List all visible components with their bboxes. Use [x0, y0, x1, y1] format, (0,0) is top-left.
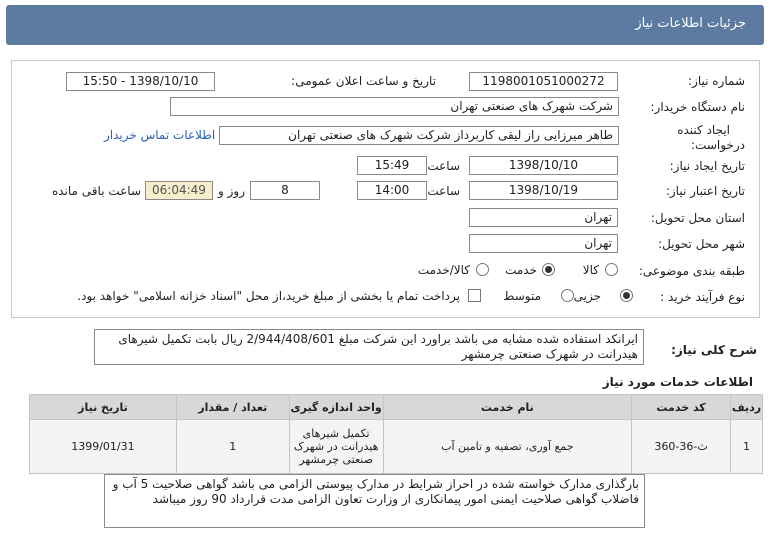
announce-label: تاریخ و ساعت اعلان عمومی:: [291, 74, 436, 88]
created-time-field: 15:49: [357, 156, 427, 175]
category-service-radio[interactable]: [542, 263, 555, 276]
col-quantity: تعداد / مقدار: [176, 395, 289, 420]
buyer-label: نام دستگاه خریدار:: [650, 100, 745, 114]
treasury-checkbox[interactable]: [468, 289, 481, 302]
category-service-label: خدمت: [505, 263, 537, 277]
days-remaining-field: 8: [250, 181, 320, 200]
col-service-code: کد خدمت: [632, 395, 731, 420]
buyer-notes-box: بارگذاری مدارک خواسته شده در احراز شرایط در مدارک پیوستی الزامی می باشد گواهی صلاحیت 5 آب و فاضلاب گواهی صلاحیت ایمنی امور پیمانکاری از وزارت تعاون الزامی مدت قرارداد 90 روز میباشد: [104, 474, 645, 528]
province-field: تهران: [469, 208, 618, 227]
cell-quantity: 1: [176, 420, 289, 474]
page-header: [6, 5, 764, 45]
validity-time-label: ساعت: [427, 184, 460, 198]
table-row: [30, 420, 763, 474]
cell-unit: تکمیل شیرهای هیدرانت در شهرک صنعتی چرمشهر: [289, 420, 383, 474]
process-medium-label: متوسط: [503, 289, 541, 303]
category-goods-radio[interactable]: [605, 263, 618, 276]
creator-label-2: درخواست:: [691, 138, 745, 152]
services-section-title: اطلاعات خدمات مورد نیاز: [602, 375, 753, 389]
days-label: روز و: [218, 184, 245, 198]
announce-field: 1398/10/10 - 15:50: [66, 72, 215, 91]
validity-date-label: تاریخ اعتبار نیاز:: [665, 184, 745, 198]
col-service-name: نام خدمت: [383, 395, 632, 420]
process-minor-radio[interactable]: [620, 289, 633, 302]
creator-label: ایجاد کننده: [677, 123, 730, 137]
validity-date-field: 1398/10/19: [469, 181, 618, 200]
need-number-field: 1198001051000272: [469, 72, 618, 91]
category-goods-service-radio[interactable]: [476, 263, 489, 276]
hours-remaining-field: 06:04:49: [145, 181, 213, 200]
table-header-row: [30, 395, 763, 420]
validity-time-field: 14:00: [357, 181, 427, 200]
cell-row: 1: [731, 420, 763, 474]
need-number-label: شماره نیاز:: [688, 74, 745, 88]
col-row: ردیف: [731, 395, 763, 420]
category-label: طبقه بندی موضوعی:: [638, 264, 745, 278]
category-goods-label: کالا: [582, 263, 599, 277]
created-date-label: تاریخ ایجاد نیاز:: [669, 159, 745, 173]
hours-remaining-label: ساعت باقی مانده: [51, 184, 141, 198]
cell-service-code: ث-36-360: [632, 420, 731, 474]
col-need-date: تاریخ نیاز: [30, 395, 177, 420]
province-label: استان محل تحویل:: [650, 211, 745, 225]
process-minor-label: جزیی: [573, 289, 601, 303]
col-unit: واحد اندازه گیری: [289, 395, 383, 420]
treasury-note: پرداخت تمام یا بخشی از مبلغ خرید،از محل "اسناد خزانه اسلامی" خواهد بود.: [77, 289, 460, 303]
city-field: تهران: [469, 234, 618, 253]
creator-field: طاهر میرزایی راز لیقی کاربرداز شرکت شهرک های صنعتی تهران: [219, 126, 619, 145]
process-medium-radio[interactable]: [561, 289, 574, 302]
created-time-label: ساعت: [427, 159, 460, 173]
city-label: شهر محل تحویل:: [658, 237, 745, 251]
created-date-field: 1398/10/10: [469, 156, 618, 175]
buyer-contact-link[interactable]: اطلاعات تماس خریدار: [104, 128, 216, 142]
cell-need-date: 1399/01/31: [30, 420, 177, 474]
services-table: [29, 394, 763, 474]
page-title: جزئیات اطلاعات نیاز: [635, 16, 746, 31]
process-label: نوع فرآیند خرید :: [660, 290, 745, 304]
description-label: شرح کلی نیاز:: [671, 343, 757, 357]
description-box: ایرانکد استفاده شده مشابه می باشد براورد این شرکت مبلغ 2/944/408/601 ریال بابت تکمیل شیرهای هیدرانت در شهرک صنعتی چرمشهر: [94, 329, 644, 365]
buyer-field: شرکت شهرک های صنعتی تهران: [170, 97, 619, 116]
category-goods-service-label: کالا/خدمت: [417, 263, 470, 277]
cell-service-name: جمع آوری، تصفیه و تامین آب: [383, 420, 632, 474]
